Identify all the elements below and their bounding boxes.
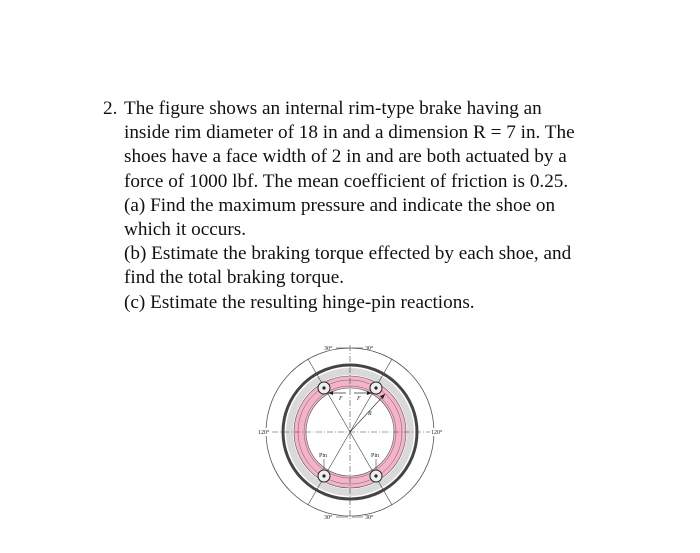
angle-label-top-right: 30°	[365, 346, 374, 352]
problem-line-7: (b) Estimate the braking torque effected by each shoe, and	[124, 243, 572, 265]
angle-label-left: 120°	[258, 430, 270, 436]
problem-line-6: which it occurs.	[124, 219, 247, 241]
angle-label-top-left: 30°	[324, 346, 333, 352]
hinge-pin-right-center	[374, 474, 377, 477]
problem-line-9: (c) Estimate the resulting hinge-pin reactions.	[124, 291, 475, 313]
brake-figure	[256, 335, 448, 525]
hinge-pin-left-center	[322, 474, 325, 477]
problem-line-1: The figure shows an internal rim-type brake having an	[124, 98, 542, 119]
angle-label-right: 120°	[431, 430, 443, 436]
problem-line-4: force of 1000 lbf. The mean coefficient of friction is 0.25.	[124, 170, 569, 192]
problem-line-2: inside rim diameter of 18 in and a dimension R = 7 in. The	[124, 122, 575, 144]
problem-line-5: (a) Find the maximum pressure and indicate the shoe on	[124, 194, 556, 216]
radius-label: R	[368, 411, 372, 417]
problem-statement	[103, 97, 623, 315]
brake-diagram	[256, 335, 448, 525]
problem-number: 2.	[103, 98, 118, 119]
actuator-pin-right-center	[374, 386, 377, 389]
pin-label-left: Pin	[319, 453, 328, 459]
problem-line-3: shoes have a face width of 2 in and are both actuated by a	[124, 146, 567, 168]
actuator-pin-left-center	[322, 386, 325, 389]
angle-label-bottom-left: 30°	[324, 515, 333, 521]
force-label-right: F	[357, 396, 361, 402]
pin-label-right: Pin	[371, 453, 380, 459]
angle-label-bottom-right: 30°	[365, 515, 374, 521]
problem-line-8: find the total braking torque.	[124, 267, 345, 289]
force-label-left: F	[339, 396, 343, 402]
